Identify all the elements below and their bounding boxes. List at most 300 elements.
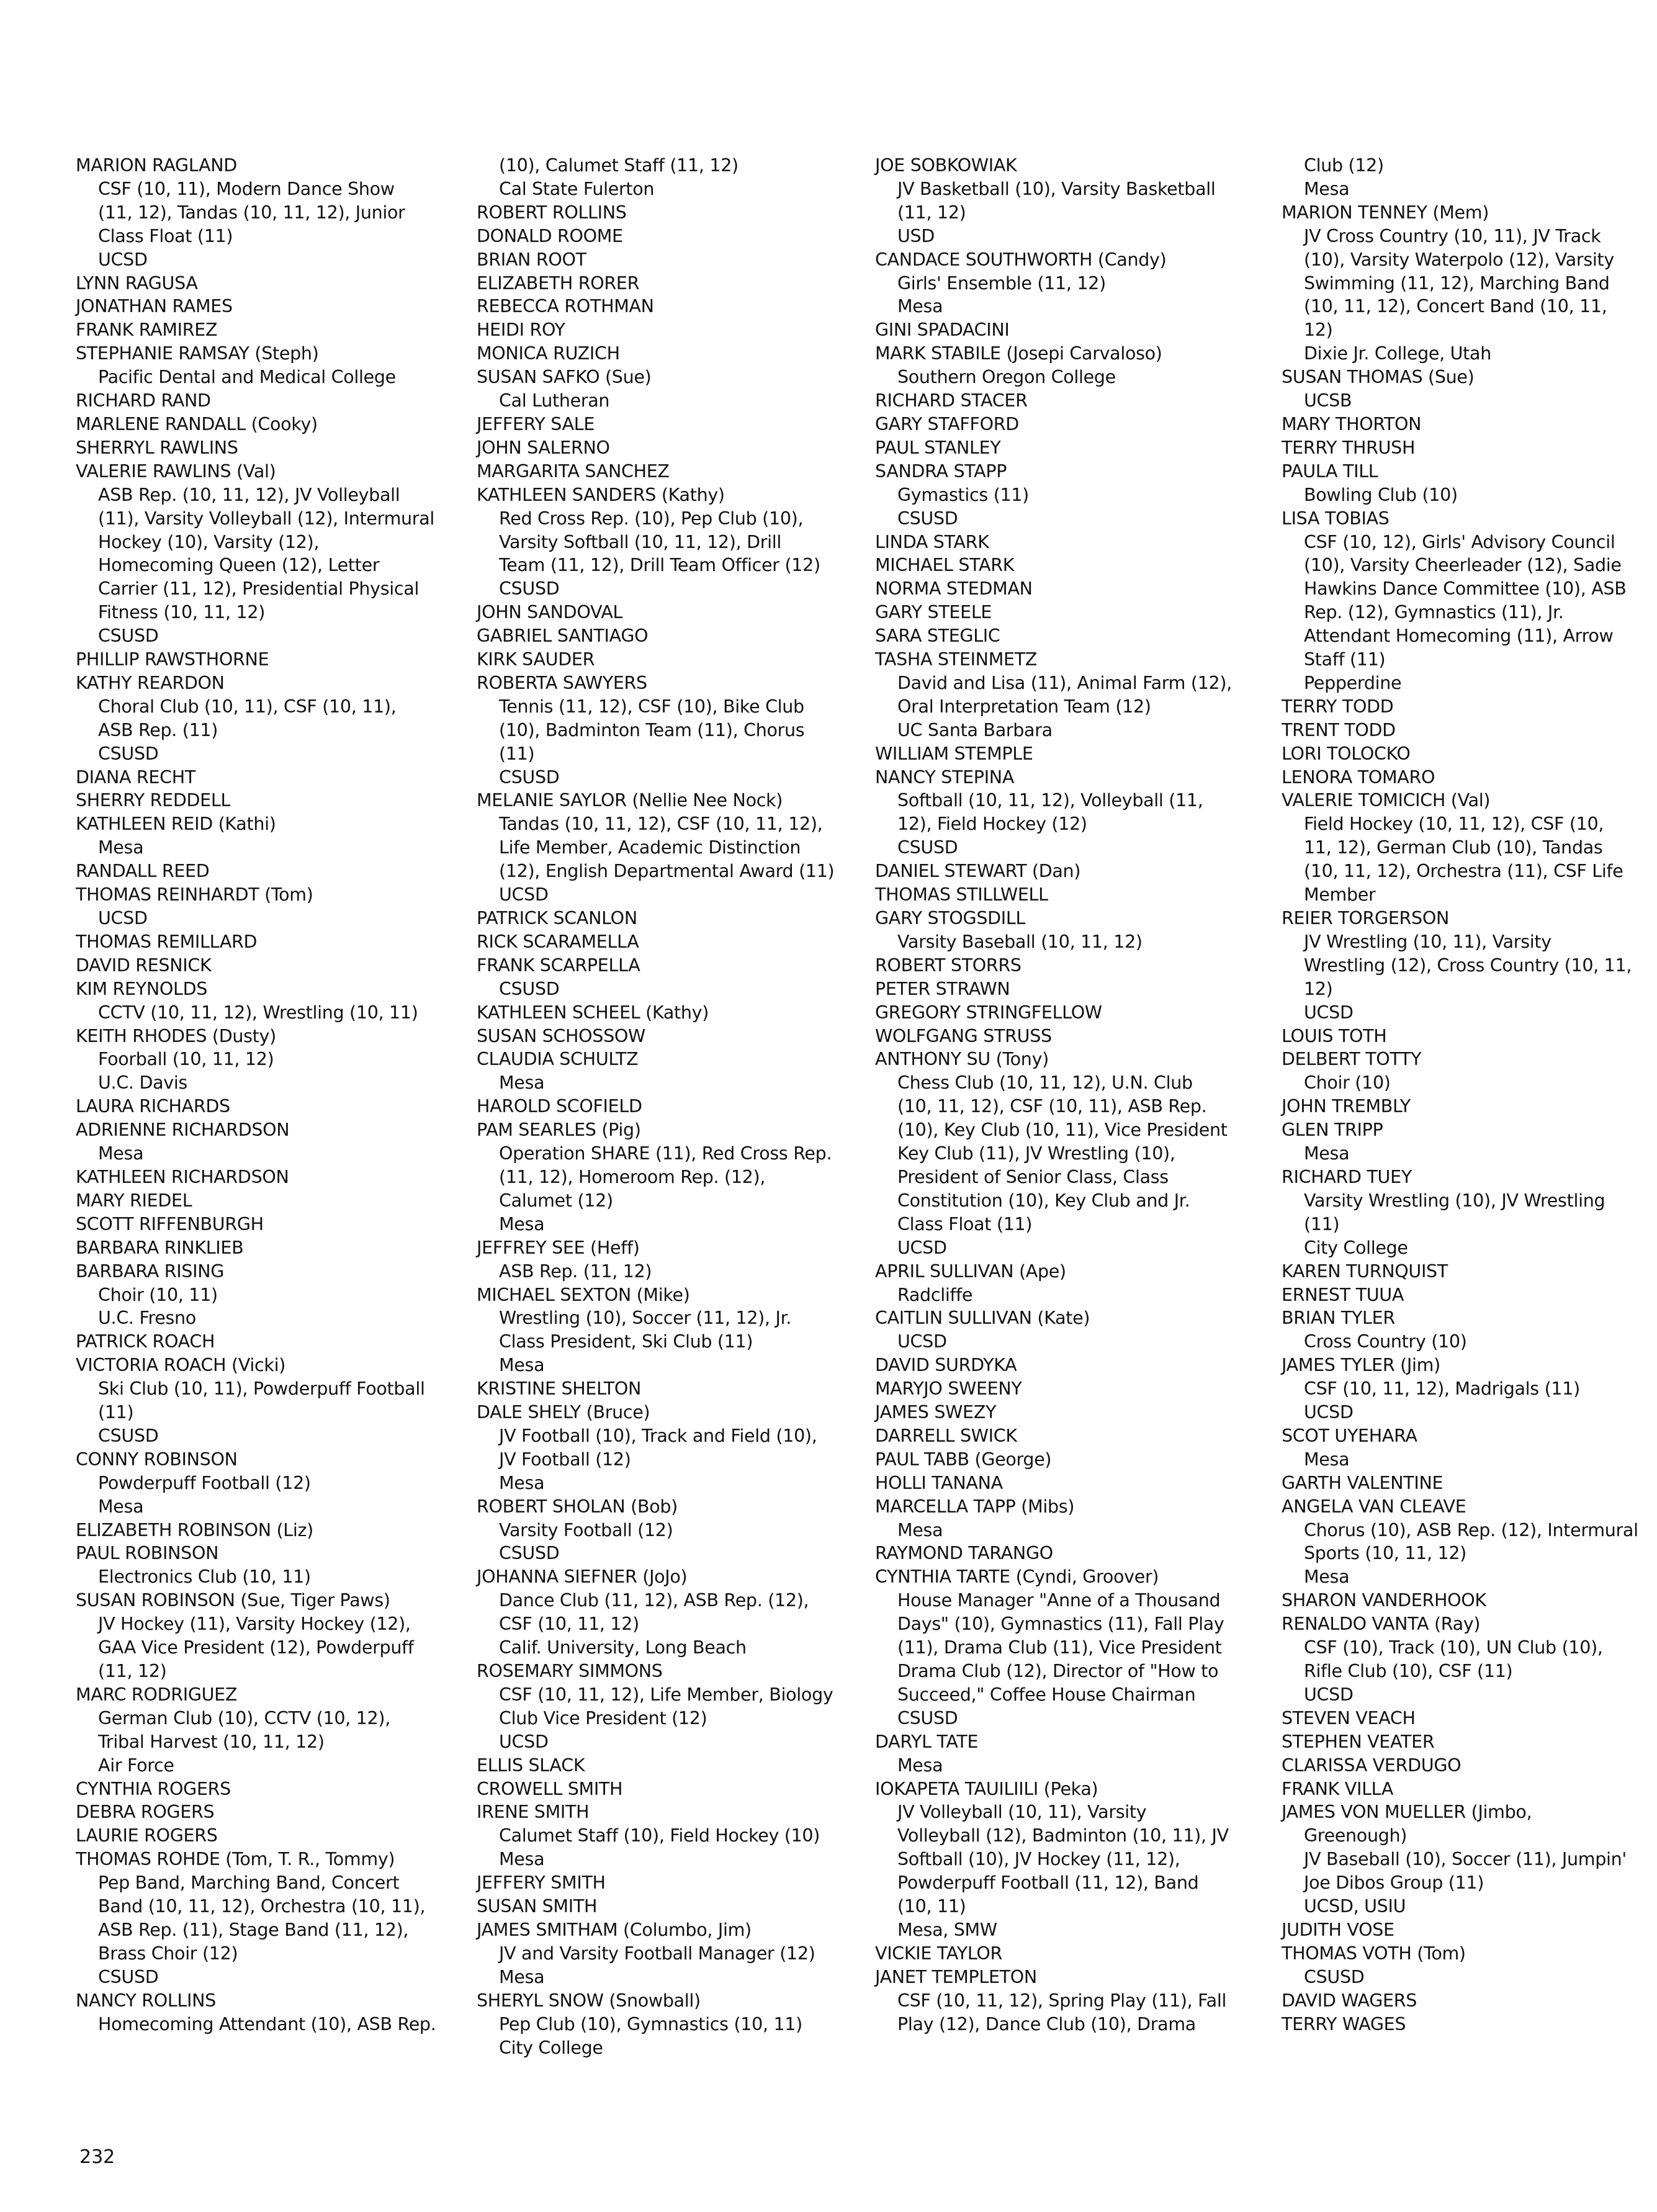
student-detail: CSUSD <box>897 508 958 529</box>
student-name: HEIDI ROY <box>477 320 565 341</box>
student-name: JOHN TREMBLY <box>1282 1096 1411 1117</box>
student-name: JEFFERY SALE <box>477 413 595 434</box>
student-detail: GAA Vice President (12), Powderpuff <box>98 1637 414 1658</box>
student-detail: Tandas (10, 11, 12), CSF (10, 11, 12), <box>499 814 823 835</box>
student-name: PAULA TILL <box>1282 461 1378 482</box>
student-detail: Softball (10), JV Hockey (11, 12), <box>897 1849 1180 1870</box>
student-detail: CSF (10, 11, 12) <box>499 1614 639 1635</box>
student-name: SUSAN THOMAS (Sue) <box>1282 367 1475 388</box>
student-detail: JV Wrestling (10, 11), Varsity <box>1304 931 1551 952</box>
student-detail: Key Club (11), JV Wrestling (10), <box>897 1143 1175 1164</box>
student-detail: Mesa <box>1304 1143 1350 1164</box>
student-name: MICHAEL SEXTON (Mike) <box>477 1284 690 1305</box>
student-detail: Drama Club (12), Director of "How to <box>897 1661 1219 1681</box>
student-name: DAVID SURDYKA <box>875 1355 1017 1376</box>
student-detail: City College <box>1304 1237 1408 1258</box>
student-detail: ASB Rep. (10, 11, 12), JV Volleyball <box>98 484 400 505</box>
student-detail: Homecoming Attendant (10), ASB Rep. <box>98 2013 436 2034</box>
student-detail: U.C. Fresno <box>98 1308 196 1329</box>
student-detail: Volleyball (12), Badminton (10, 11), JV <box>897 1825 1229 1846</box>
student-detail: Choral Club (10, 11), CSF (10, 11), <box>98 696 397 717</box>
student-detail: Mesa <box>897 1519 943 1540</box>
directory-column-1 <box>76 154 454 2036</box>
student-name: KATHLEEN SANDERS (Kathy) <box>477 484 725 505</box>
student-detail: UCSD <box>897 1331 947 1352</box>
student-name: GARY STOGSDILL <box>875 908 1026 928</box>
student-name: VICKIE TAYLOR <box>875 1943 1003 1964</box>
student-detail: (12), English Departmental Award (11) <box>499 861 835 882</box>
student-detail: Band (10, 11, 12), Orchestra (10, 11), <box>98 1896 426 1917</box>
student-name: FRANK RAMIREZ <box>76 320 218 341</box>
student-detail: Tribal Harvest (10, 11, 12) <box>98 1731 325 1752</box>
student-detail: Pepperdine <box>1304 672 1402 693</box>
student-detail: Mesa <box>98 837 144 858</box>
student-detail: USD <box>897 225 935 246</box>
student-name: SANDRA STAPP <box>875 461 1007 482</box>
student-name: IRENE SMITH <box>477 1802 590 1823</box>
student-name: GLEN TRIPP <box>1282 1120 1383 1141</box>
student-detail: Constitution (10), Key Club and Jr. <box>897 1190 1190 1211</box>
student-name: DELBERT TOTTY <box>1282 1049 1422 1070</box>
student-detail: Mesa <box>98 1143 144 1164</box>
student-name: THOMAS VOTH (Tom) <box>1282 1943 1466 1964</box>
student-name: HOLLI TANANA <box>875 1472 1003 1493</box>
student-detail: Hawkins Dance Committee (10), ASB <box>1304 578 1627 600</box>
student-name: DALE SHELY (Bruce) <box>477 1402 650 1423</box>
student-detail: Electronics Club (10, 11) <box>98 1567 311 1588</box>
student-name: MARK STABILE (Josepi Carvaloso) <box>875 343 1162 364</box>
student-detail: Tennis (11, 12), CSF (10), Bike Club <box>499 696 804 717</box>
student-detail: Class Float (11) <box>897 1213 1033 1234</box>
student-name: LISA TOBIAS <box>1282 508 1390 529</box>
student-detail: Attendant Homecoming (11), Arrow <box>1304 626 1614 647</box>
student-name: SUSAN SMITH <box>477 1896 598 1917</box>
student-detail: Radcliffe <box>897 1284 973 1305</box>
student-name: DARYL TATE <box>875 1731 979 1752</box>
student-detail: Air Force <box>98 1755 174 1776</box>
student-name: JOHANNA SIEFNER (JoJo) <box>477 1567 688 1588</box>
student-name: KATHLEEN SCHEEL (Kathy) <box>477 1002 709 1023</box>
student-name: LINDA STARK <box>875 531 989 552</box>
student-detail: Varsity Football (12) <box>499 1519 673 1540</box>
student-name: THOMAS ROHDE (Tom, T. R., Tommy) <box>76 1849 395 1870</box>
student-detail: CSF (10, 11, 12), Spring Play (11), Fall <box>897 1990 1227 2011</box>
student-detail: Chorus (10), ASB Rep. (12), Intermural <box>1304 1519 1638 1540</box>
student-name: RICHARD STACER <box>875 390 1028 411</box>
student-detail: Mesa, SMW <box>897 1919 997 1940</box>
student-name: STEPHANIE RAMSAY (Steph) <box>76 343 319 364</box>
student-detail: Varsity Wrestling (10), JV Wrestling <box>1304 1190 1605 1211</box>
student-detail: (10), Varsity Waterpolo (12), Varsity <box>1304 249 1614 270</box>
student-detail: Pacific Dental and Medical College <box>98 367 396 388</box>
student-detail: President of Senior Class, Class <box>897 1166 1169 1187</box>
student-detail: Red Cross Rep. (10), Pep Club (10), <box>499 508 804 529</box>
student-detail: Mesa <box>1304 1449 1350 1470</box>
student-name: MARION RAGLAND <box>76 155 237 176</box>
student-detail: UCSD <box>98 908 148 928</box>
student-detail: Ski Club (10, 11), Powderpuff Football <box>98 1378 425 1400</box>
student-name: THOMAS REMILLARD <box>76 931 258 952</box>
student-name: JANET TEMPLETON <box>875 1966 1037 1987</box>
student-detail: UCSD <box>1304 1402 1354 1423</box>
student-detail: Calumet (12) <box>499 1190 613 1211</box>
student-detail: Cal State Fulerton <box>499 178 655 199</box>
student-name: MARY THORTON <box>1282 413 1422 434</box>
student-name: KATHLEEN REID (Kathi) <box>76 814 276 835</box>
student-name: RAYMOND TARANGO <box>875 1543 1053 1564</box>
student-detail: Mesa <box>499 1966 545 1987</box>
student-name: ROBERT STORRS <box>875 955 1022 976</box>
student-name: NANCY ROLLINS <box>76 1990 216 2011</box>
student-detail: Mesa <box>499 1072 545 1094</box>
student-name: MARGARITA SANCHEZ <box>477 461 670 482</box>
student-detail: (10, 11, 12), CSF (10, 11), ASB Rep. <box>897 1096 1207 1117</box>
student-detail: Fitness (10, 11, 12) <box>98 602 266 623</box>
student-detail: Mesa <box>499 1472 545 1493</box>
student-detail: Succeed," Coffee House Chairman <box>897 1684 1196 1705</box>
student-detail: Mesa <box>499 1849 545 1870</box>
student-detail: 12) <box>1304 978 1333 999</box>
student-name: ELLIS SLACK <box>477 1755 585 1776</box>
student-detail: Varsity Baseball (10, 11, 12) <box>897 931 1143 952</box>
student-detail: Team (11, 12), Drill Team Officer (12) <box>499 555 820 576</box>
student-name: ROBERT ROLLINS <box>477 202 627 223</box>
student-name: REBECCA ROTHMAN <box>477 296 654 317</box>
student-name: GARY STAFFORD <box>875 413 1019 434</box>
student-name: MARION TENNEY (Mem) <box>1282 202 1489 223</box>
student-detail: JV Football (10), Track and Field (10), <box>499 1425 817 1446</box>
student-detail: Mesa <box>897 296 943 317</box>
student-detail: 11, 12), German Club (10), Tandas <box>1304 837 1603 858</box>
student-name: SHERRY REDDELL <box>76 790 231 811</box>
student-name: LYNN RAGUSA <box>76 272 198 294</box>
student-detail: CSF (10), Track (10), UN Club (10), <box>1304 1637 1603 1658</box>
student-detail: Mesa <box>499 1355 545 1376</box>
student-detail: (11, 12) <box>897 202 966 223</box>
student-name: WOLFGANG STRUSS <box>875 1025 1052 1046</box>
student-detail: UCSD <box>897 1237 947 1258</box>
student-name: ELIZABETH ROBINSON (Liz) <box>76 1519 313 1540</box>
student-detail: (10, 11) <box>897 1896 966 1917</box>
student-name: CLAUDIA SCHULTZ <box>477 1049 639 1070</box>
student-name: PAUL ROBINSON <box>76 1543 219 1564</box>
student-detail: Choir (10, 11) <box>98 1284 218 1305</box>
student-detail: (11) <box>1304 1213 1340 1234</box>
student-detail: CSUSD <box>98 743 159 764</box>
student-name: DIANA RECHT <box>76 767 195 788</box>
student-detail: (11), Varsity Volleyball (12), Intermural <box>98 508 435 529</box>
student-name: TERRY TODD <box>1282 696 1394 717</box>
student-detail: CSUSD <box>1304 1966 1365 1987</box>
student-detail: Sports (10, 11, 12) <box>1304 1543 1466 1564</box>
student-name: APRIL SULLIVAN (Ape) <box>875 1261 1066 1282</box>
student-detail: Homecoming Queen (12), Letter <box>98 555 380 576</box>
student-name: LORI TOLOCKO <box>1282 743 1411 764</box>
student-name: BRIAN ROOT <box>477 249 586 270</box>
student-name: CYNTHIA TARTE (Cyndi, Groover) <box>875 1567 1159 1588</box>
student-name: LAURIE ROGERS <box>76 1825 218 1846</box>
student-detail: Class Float (11) <box>98 225 233 246</box>
student-detail: Dixie Jr. College, Utah <box>1304 343 1491 364</box>
student-name: DAVID RESNICK <box>76 955 212 976</box>
student-detail: UC Santa Barbara <box>897 719 1053 740</box>
student-detail: CCTV (10, 11, 12), Wrestling (10, 11) <box>98 1002 418 1023</box>
student-detail: Calif. University, Long Beach <box>499 1637 747 1658</box>
student-detail: Mesa <box>98 1496 144 1517</box>
student-detail: Bowling Club (10) <box>1304 484 1458 505</box>
student-name: DEBRA ROGERS <box>76 1802 215 1823</box>
student-detail: Days" (10), Gymnastics (11), Fall Play <box>897 1614 1224 1635</box>
student-detail: Rep. (12), Gymnastics (11), Jr. <box>1304 602 1564 623</box>
student-name: PATRICK ROACH <box>76 1331 215 1352</box>
student-name: CYNTHIA ROGERS <box>76 1778 231 1799</box>
student-name: JAMES TYLER (Jim) <box>1282 1355 1440 1376</box>
student-name: BARBARA RINKLIEB <box>76 1237 244 1258</box>
student-detail: UCSD <box>499 1731 549 1752</box>
student-name: LOUIS TOTH <box>1282 1025 1387 1046</box>
student-detail: UCSD <box>1304 1002 1354 1023</box>
student-detail: UCSB <box>1304 390 1352 411</box>
student-name: SCOTT RIFFENBURGH <box>76 1213 264 1234</box>
student-detail: CSUSD <box>499 1543 560 1564</box>
student-name: SUSAN ROBINSON (Sue, Tiger Paws) <box>76 1590 390 1611</box>
student-name: ANTHONY SU (Tony) <box>875 1049 1049 1070</box>
student-name: VICTORIA ROACH (Vicki) <box>76 1355 286 1376</box>
student-name: LAURA RICHARDS <box>76 1096 230 1117</box>
student-name: VALERIE RAWLINS (Val) <box>76 461 276 482</box>
student-detail: CSF (10, 11), Modern Dance Show <box>98 178 395 199</box>
student-detail: Mesa <box>897 1755 943 1776</box>
student-detail: German Club (10), CCTV (10, 12), <box>98 1707 390 1729</box>
student-name: VALERIE TOMICICH (Val) <box>1282 790 1491 811</box>
student-detail: Calumet Staff (10), Field Hockey (10) <box>499 1825 820 1846</box>
student-detail: Foorball (10, 11, 12) <box>98 1049 274 1070</box>
student-detail: U.C. Davis <box>98 1072 187 1094</box>
student-detail: UCSD, USIU <box>1304 1896 1406 1917</box>
student-detail: UCSD <box>1304 1684 1354 1705</box>
student-detail: Hockey (10), Varsity (12), <box>98 531 320 552</box>
student-name: CLARISSA VERDUGO <box>1282 1755 1462 1776</box>
student-name: SUSAN SCHOSSOW <box>477 1025 645 1046</box>
student-name: JEFFREY SEE (Heff) <box>477 1237 640 1258</box>
student-name: MELANIE SAYLOR (Nellie Nee Nock) <box>477 790 783 811</box>
student-name: ERNEST TUUA <box>1282 1284 1404 1305</box>
student-name: GINI SPADACINI <box>875 320 1010 341</box>
student-name: NORMA STEDMAN <box>875 578 1033 600</box>
student-name: MARYJO SWEENY <box>875 1378 1022 1400</box>
student-name: ADRIENNE RICHARDSON <box>76 1120 290 1141</box>
student-detail: Wrestling (10), Soccer (11, 12), Jr. <box>499 1308 792 1329</box>
student-name: SARA STEGLIC <box>875 626 1000 647</box>
student-detail: (10, 11, 12), Orchestra (11), CSF Life <box>1304 861 1623 882</box>
student-detail: CSUSD <box>499 578 560 600</box>
student-name: BRIAN TYLER <box>1282 1308 1395 1329</box>
student-name: DONALD ROOME <box>477 225 623 246</box>
student-name: GABRIEL SANTIAGO <box>477 626 649 647</box>
student-name: HAROLD SCOFIELD <box>477 1096 642 1117</box>
student-name: DANIEL STEWART (Dan) <box>875 861 1081 882</box>
student-detail: (10), Badminton Team (11), Chorus <box>499 719 805 740</box>
student-detail: (11, 12) <box>98 1661 167 1681</box>
student-detail: CSUSD <box>499 978 560 999</box>
student-detail: (11, 12), Homeroom Rep. (12), <box>499 1166 766 1187</box>
student-name: PETER STRAWN <box>875 978 1010 999</box>
student-detail: CSF (10, 11, 12), Madrigals (11) <box>1304 1378 1580 1400</box>
page-number: 232 <box>79 2146 115 2168</box>
student-detail: Choir (10) <box>1304 1072 1391 1094</box>
student-detail: Pep Club (10), Gymnastics (10, 11) <box>499 2013 802 2034</box>
student-detail: Powderpuff Football (12) <box>98 1472 311 1493</box>
student-name: MARCELLA TAPP (Mibs) <box>875 1496 1075 1517</box>
student-name: JEFFERY SMITH <box>477 1873 606 1894</box>
student-detail: Rifle Club (10), CSF (11) <box>1304 1661 1513 1681</box>
student-name: ROBERTA SAWYERS <box>477 672 647 693</box>
student-name: CAITLIN SULLIVAN (Kate) <box>875 1308 1090 1329</box>
student-name: JAMES SMITHAM (Columbo, Jim) <box>477 1919 752 1940</box>
student-detail: UCSD <box>98 249 148 270</box>
student-detail: ASB Rep. (11), Stage Band (11, 12), <box>98 1919 409 1940</box>
student-detail: Softball (10, 11, 12), Volleyball (11, <box>897 790 1203 811</box>
student-name: JOE SOBKOWIAK <box>875 155 1017 176</box>
student-name: WILLIAM STEMPLE <box>875 743 1033 764</box>
student-detail: Operation SHARE (11), Red Cross Rep. <box>499 1143 832 1164</box>
student-detail: Girls' Ensemble (11, 12) <box>897 272 1106 294</box>
student-detail: Club (12) <box>1304 155 1384 176</box>
student-name: THOMAS STILLWELL <box>875 884 1048 906</box>
student-name: RENALDO VANTA (Ray) <box>1282 1614 1481 1635</box>
student-detail: Carrier (11, 12), Presidential Physical <box>98 578 420 600</box>
student-detail: Class President, Ski Club (11) <box>499 1331 753 1352</box>
student-detail: (10), Varsity Cheerleader (12), Sadie <box>1304 555 1622 576</box>
student-name: TERRY THRUSH <box>1282 437 1416 458</box>
student-detail: Club Vice President (12) <box>499 1707 707 1729</box>
student-name: TERRY WAGES <box>1282 2013 1406 2034</box>
student-detail: Southern Oregon College <box>897 367 1116 388</box>
student-name: ROSEMARY SIMMONS <box>477 1661 663 1681</box>
student-name: TASHA STEINMETZ <box>875 649 1038 670</box>
student-detail: Greenough) <box>1304 1825 1408 1846</box>
student-detail: Cal Lutheran <box>499 390 610 411</box>
directory-column-4 <box>1282 154 1657 2036</box>
student-name: STEPHEN VEATER <box>1282 1731 1435 1752</box>
student-name: GARTH VALENTINE <box>1282 1472 1444 1493</box>
student-name: KIRK SAUDER <box>477 649 595 670</box>
student-detail: Varsity Softball (10, 11, 12), Drill <box>499 531 782 552</box>
student-name: JAMES SWEZY <box>875 1402 997 1423</box>
student-detail: CSF (10, 12), Girls' Advisory Council <box>1304 531 1615 552</box>
student-detail: UCSD <box>499 884 549 906</box>
student-name: CROWELL SMITH <box>477 1778 623 1799</box>
student-detail: Powderpuff Football (11, 12), Band <box>897 1873 1199 1894</box>
student-name: PAUL TABB (George) <box>875 1449 1052 1470</box>
student-detail: Staff (11) <box>1304 649 1386 670</box>
student-name: KIM REYNOLDS <box>76 978 208 999</box>
student-name: REIER TORGERSON <box>1282 908 1449 928</box>
student-detail: (10, 11, 12), Concert Band (10, 11, <box>1304 296 1607 317</box>
student-name: LENORA TOMARO <box>1282 767 1435 788</box>
student-name: PAUL STANLEY <box>875 437 1001 458</box>
student-name: KEITH RHODES (Dusty) <box>76 1025 276 1046</box>
student-name: CONNY ROBINSON <box>76 1449 238 1470</box>
student-name: KRISTINE SHELTON <box>477 1378 642 1400</box>
student-name: GREGORY STRINGFELLOW <box>875 1002 1102 1023</box>
student-detail: CSUSD <box>499 767 560 788</box>
student-detail: Cross Country (10) <box>1304 1331 1467 1352</box>
student-detail: (11) <box>98 1402 134 1423</box>
student-detail: JV Baseball (10), Soccer (11), Jumpin' <box>1304 1849 1627 1870</box>
student-name: NANCY STEPINA <box>875 767 1015 788</box>
student-name: SCOT UYEHARA <box>1282 1425 1417 1446</box>
student-detail: 12) <box>1304 320 1333 341</box>
student-detail: JV Basketball (10), Varsity Basketball <box>897 178 1216 199</box>
student-detail: JV Cross Country (10, 11), JV Track <box>1304 225 1601 246</box>
student-name: MONICA RUZICH <box>477 343 620 364</box>
student-name: JUDITH VOSE <box>1282 1919 1394 1940</box>
student-name: KATHLEEN RICHARDSON <box>76 1166 289 1187</box>
student-detail: Swimming (11, 12), Marching Band <box>1304 272 1610 294</box>
student-detail: David and Lisa (11), Animal Farm (12), <box>897 672 1232 693</box>
student-name: SHERRYL RAWLINS <box>76 437 238 458</box>
student-name: ELIZABETH RORER <box>477 272 640 294</box>
student-detail: Mesa <box>1304 178 1350 199</box>
student-name: RICHARD TUEY <box>1282 1166 1412 1187</box>
student-name: DAVID WAGERS <box>1282 1990 1417 2011</box>
student-detail: CSUSD <box>897 837 958 858</box>
student-detail: 12), Field Hockey (12) <box>897 814 1087 835</box>
student-name: MARY RIEDEL <box>76 1190 192 1211</box>
student-name: DARRELL SWICK <box>875 1425 1017 1446</box>
student-name: RANDALL REED <box>76 861 210 882</box>
student-detail: (11) <box>499 743 535 764</box>
student-name: MARC RODRIGUEZ <box>76 1684 238 1705</box>
student-detail: CSUSD <box>98 1966 159 1987</box>
student-detail: Life Member, Academic Distinction <box>499 837 801 858</box>
student-detail: (10), Key Club (10, 11), Vice President <box>897 1120 1228 1141</box>
student-name: SUSAN SAFKO (Sue) <box>477 367 652 388</box>
student-detail: Member <box>1304 884 1376 906</box>
directory-column-2 <box>477 154 855 2059</box>
student-detail: (11, 12), Tandas (10, 11, 12), Junior <box>98 202 405 223</box>
student-name: MICHAEL STARK <box>875 555 1015 576</box>
student-detail: JV and Varsity Football Manager (12) <box>499 1943 815 1964</box>
student-name: JONATHAN RAMES <box>76 296 233 317</box>
directory-column-3 <box>875 154 1235 2036</box>
student-name: GARY STEELE <box>875 602 992 623</box>
student-name: KAREN TURNQUIST <box>1282 1261 1448 1282</box>
student-name: RICK SCARAMELLA <box>477 931 639 952</box>
student-name: BARBARA RISING <box>76 1261 225 1282</box>
student-name: PAM SEARLES (Pig) <box>477 1120 641 1141</box>
student-name: TRENT TODD <box>1282 719 1396 740</box>
student-detail: City College <box>499 2037 603 2058</box>
student-name: SHARON VANDERHOOK <box>1282 1590 1486 1611</box>
student-name: JAMES VON MUELLER (Jimbo, <box>1282 1802 1532 1823</box>
student-detail: CSUSD <box>897 1707 958 1729</box>
student-name: RICHARD RAND <box>76 390 211 411</box>
student-name: KATHY REARDON <box>76 672 225 693</box>
student-detail: Mesa <box>1304 1567 1350 1588</box>
student-name: PATRICK SCANLON <box>477 908 637 928</box>
student-detail: JV Football (12) <box>499 1449 631 1470</box>
student-detail: Pep Band, Marching Band, Concert <box>98 1873 400 1894</box>
student-name: THOMAS REINHARDT (Tom) <box>76 884 313 906</box>
student-name: FRANK SCARPELLA <box>477 955 640 976</box>
student-name: ANGELA VAN CLEAVE <box>1282 1496 1466 1517</box>
student-detail: (10), Calumet Staff (11, 12) <box>499 155 739 176</box>
student-detail: CSF (10, 11, 12), Life Member, Biology <box>499 1684 833 1705</box>
student-name: JOHN SALERNO <box>477 437 610 458</box>
student-detail: Wrestling (12), Cross Country (10, 11, <box>1304 955 1632 976</box>
